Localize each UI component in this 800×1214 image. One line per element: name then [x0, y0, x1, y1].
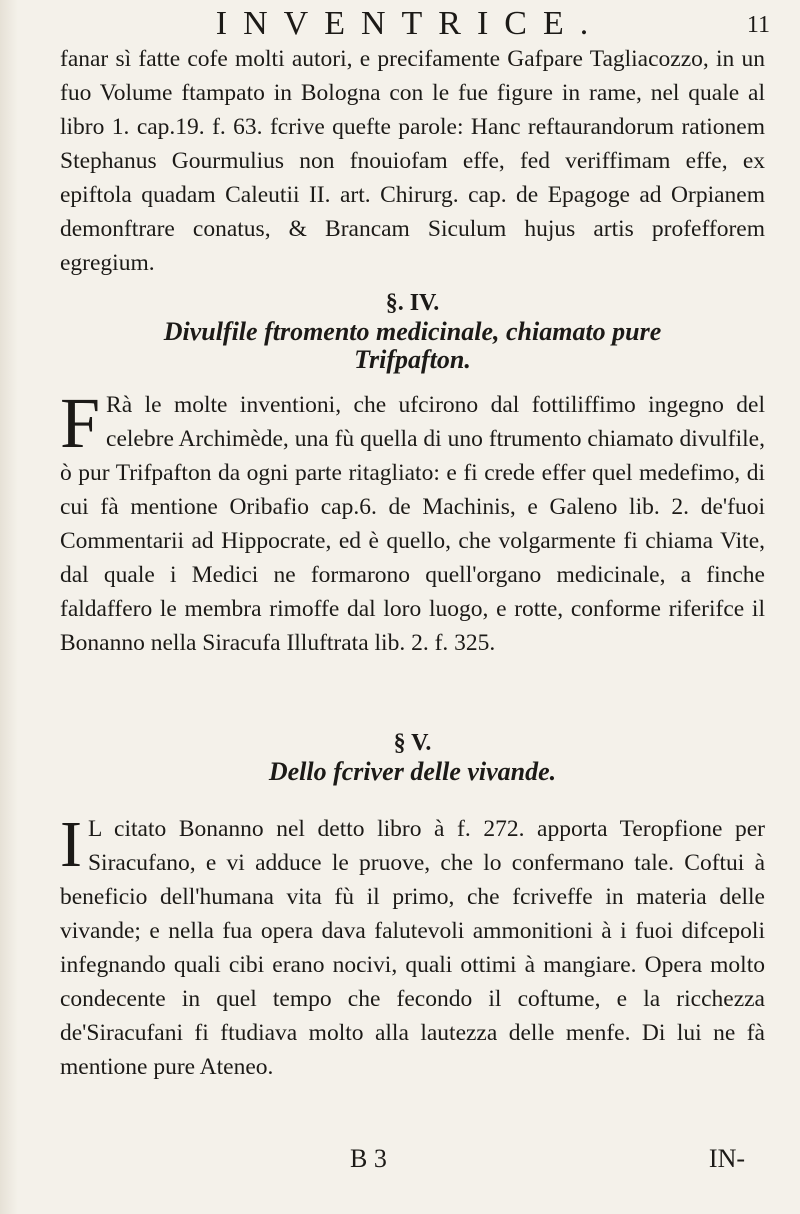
section-5-number: § V.: [393, 730, 432, 756]
paragraph-3-text: L citato Bonanno nel detto libro à f. 272. apporta Teropfione per Siracufano, e vi adduce le pruove, che lo confermano tale. Coftui à beneficio dell'humana vita fù il primo, che fcriveffe in materia delle vivande; e nella fua opera dava falutevoli ammonitioni à i fuoi difcepoli infegnando quali cibi erano nocivi, quali ottimi à mangiare. Opera molto condecente in quel tempo che fecondo il coftume, e la ricchezza de'Siracufani fi ftudiava molto alla lautezza delle menfe. Di lui ne fà mentione pure Ateneo.: [60, 816, 765, 1080]
signature-mark: B 3: [350, 1144, 387, 1173]
page-edge: [0, 0, 18, 1214]
paragraph-2-text: Rà le molte inventioni, che ufcirono dal fottiliffimo ingegno del celebre Archimède, una fù quella di uno ftrumento chiamato divulfile, ò pur Trifpafton da ogni parte ritagliato: e fi crede effer quel medefimo, di cui fà mentione Oribafio cap.6. de Machinis, e Galeno lib. 2. de'fuoi Commentarii ad Hippocrate, ed è quello, che volgarmente fi chiama Vite, dal quale i Medici ne formarono quell'organo medicinale, a finche faldaffero le membra rimoffe dal loro luogo, e rotte, conforme riferifce il Bonanno nella Siracufa Illuftrata lib. 2. f. 325.: [60, 392, 765, 656]
section-5-heading: [60, 730, 765, 787]
section-4-title-line2: Trifpafton.: [354, 345, 471, 374]
page-number: 11: [746, 12, 770, 38]
paragraph-2: [60, 383, 765, 660]
dropcap-f: F: [60, 383, 101, 463]
catchword: IN-: [708, 1144, 745, 1173]
dropcap-i: I: [60, 808, 82, 881]
section-5-title: Dello fcriver delle vivande.: [268, 757, 557, 786]
paragraph-3: [60, 808, 765, 1084]
section-4-number: §. IV.: [385, 290, 440, 316]
section-4-title-line1: Divulfile ftromento medicinale, chiamato pure: [163, 317, 662, 346]
section-4-heading: [60, 290, 765, 375]
paragraph-1: fanar sì fatte cofe molti autori, e precifamente Gafpare Tagliacozzo, in un fuo Volume ftampato in Bologna con le fue figure in rame, nel quale al libro 1. cap.19. f. 63. fcrive quefte parole: Hanc reftaurandorum rationem Stephanus Gourmulius non fnouiofam effe, fed veriffimam effe, ex epiftola quadam Caleutii II. art. Chirurg. cap. de Epagoge ad Orpianem demonftrare conatus, & Brancam Siculum hujus artis profefforem egregium.: [60, 46, 765, 276]
running-title: INVENTRICE.: [215, 5, 605, 42]
